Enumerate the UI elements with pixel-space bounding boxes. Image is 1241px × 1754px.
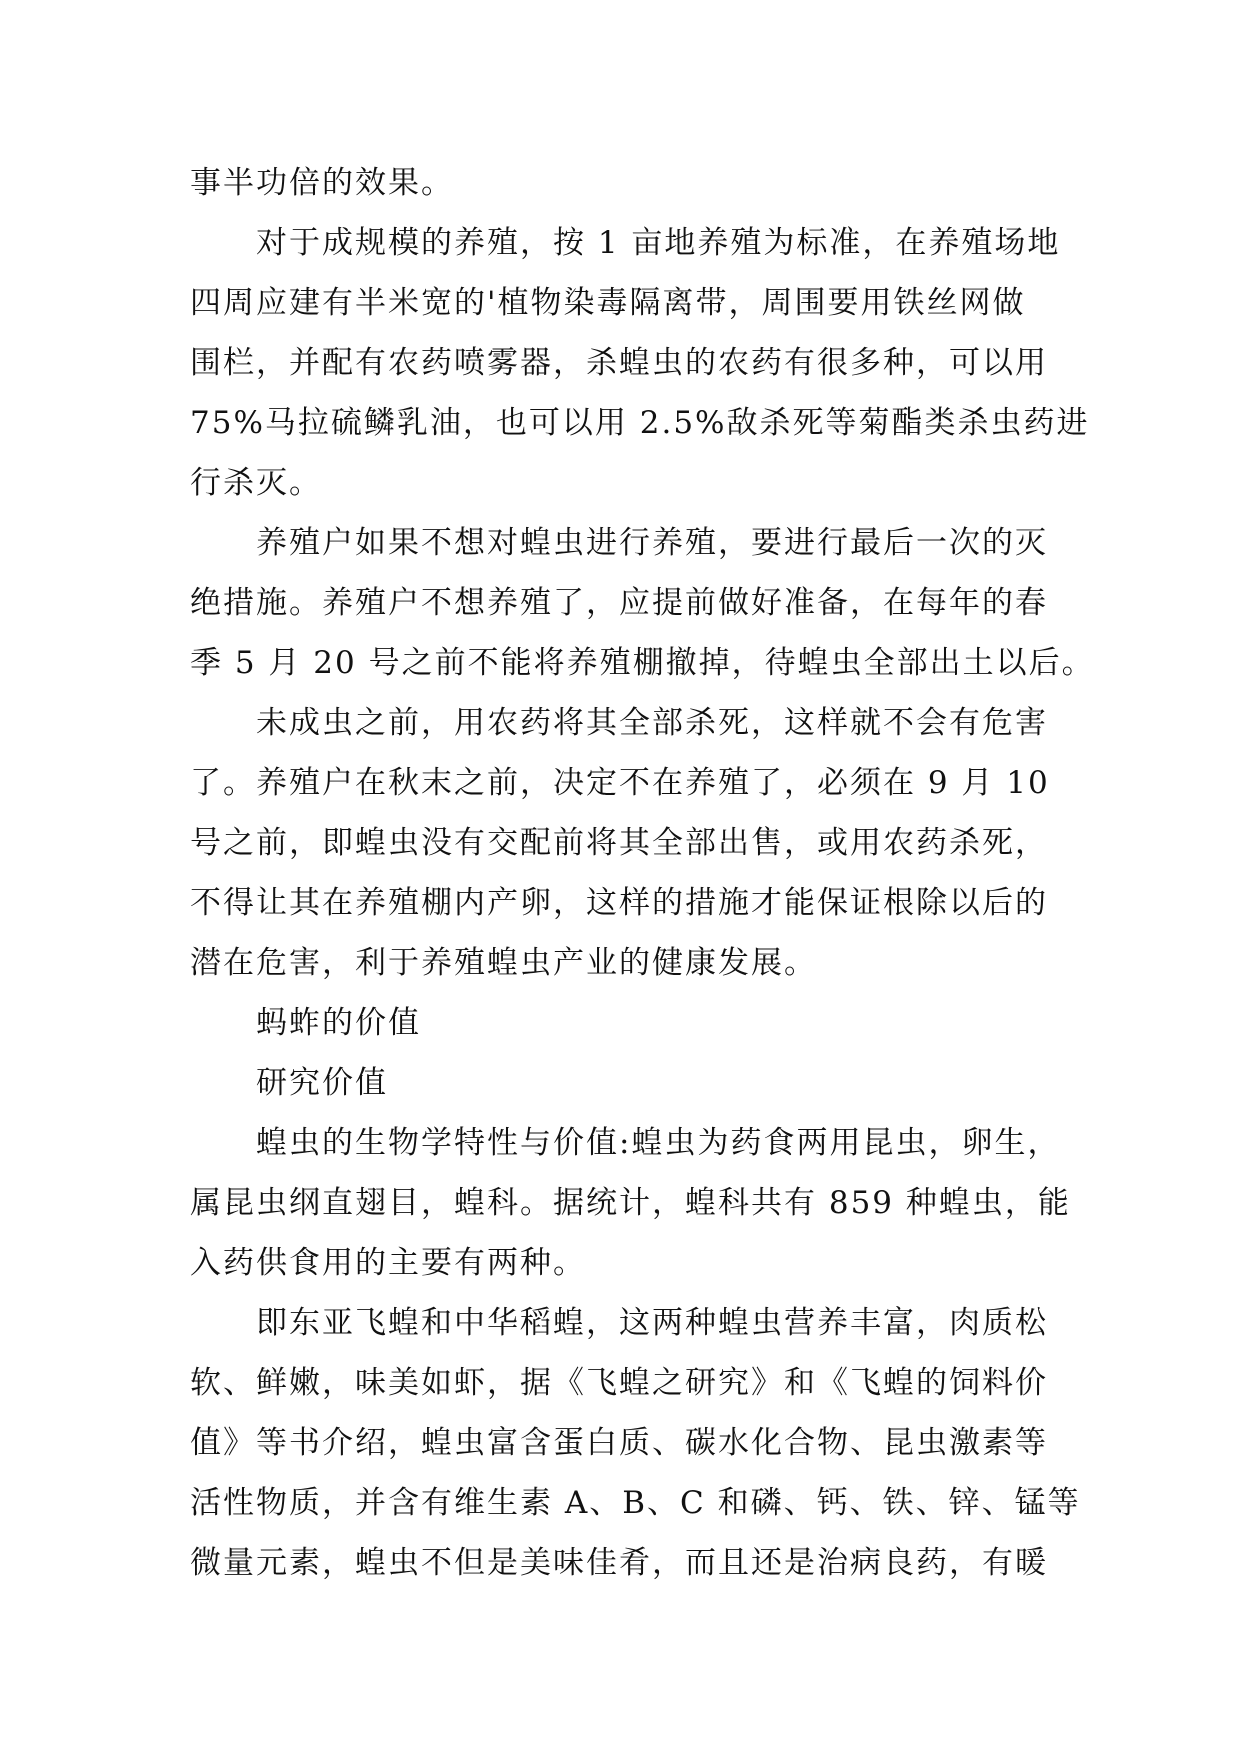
section-subheading: 研究价值: [256, 1065, 388, 1101]
text-line: 微量元素，蝗虫不但是美味佳肴，而且还是治病良药，有暖: [190, 1545, 1048, 1581]
text-line: 行杀灭。: [190, 465, 322, 501]
section-heading: 蚂蚱的价值: [256, 1005, 421, 1041]
text-line: 潜在危害，利于养殖蝗虫产业的健康发展。: [190, 945, 817, 981]
text-line: 绝措施。养殖户不想养殖了，应提前做好准备，在每年的春: [190, 585, 1048, 621]
text-line: 入药供食用的主要有两种。: [190, 1245, 586, 1281]
text-line: 值》等书介绍，蝗虫富含蛋白质、碳水化合物、昆虫激素等: [190, 1425, 1048, 1461]
text-line: 事半功倍的效果。: [190, 165, 454, 201]
text-line: 属昆虫纲直翅目，蝗科。据统计，蝗科共有 859 种蝗虫，能: [190, 1185, 1071, 1221]
text-line: 蝗虫的生物学特性与价值:蝗虫为药食两用昆虫，卵生，: [256, 1125, 1061, 1161]
text-line: 75%马拉硫鳞乳油，也可以用 2.5%敌杀死等菊酯类杀虫药进: [190, 405, 1090, 441]
document-body: [190, 153, 1095, 1593]
text-line: 未成虫之前，用农药将其全部杀死，这样就不会有危害: [256, 705, 1048, 741]
text-line: 对于成规模的养殖，按 1 亩地养殖为标准，在养殖场地: [256, 225, 1061, 261]
text-line: 四周应建有半米宽的'植物染毒隔离带，周围要用铁丝网做: [190, 285, 1026, 321]
text-line: 围栏，并配有农药喷雾器，杀蝗虫的农药有很多种，可以用: [190, 345, 1048, 381]
text-line: 养殖户如果不想对蝗虫进行养殖，要进行最后一次的灭: [256, 525, 1048, 561]
text-line: 不得让其在养殖棚内产卵，这样的措施才能保证根除以后的: [190, 885, 1048, 921]
text-line: 了。养殖户在秋末之前，决定不在养殖了，必须在 9 月 10: [190, 765, 1050, 801]
text-line: 软、鲜嫩，味美如虾，据《飞蝗之研究》和《飞蝗的饲料价: [190, 1365, 1048, 1401]
text-line: 活性物质，并含有维生素 A、B、C 和磷、钙、铁、锌、锰等: [190, 1485, 1081, 1521]
text-line: 号之前，即蝗虫没有交配前将其全部出售，或用农药杀死，: [190, 825, 1048, 861]
text-line: 即东亚飞蝗和中华稻蝗，这两种蝗虫营养丰富，肉质松: [256, 1305, 1048, 1341]
text-line: 季 5 月 20 号之前不能将养殖棚撤掉，待蝗虫全部出土以后。: [190, 645, 1095, 681]
